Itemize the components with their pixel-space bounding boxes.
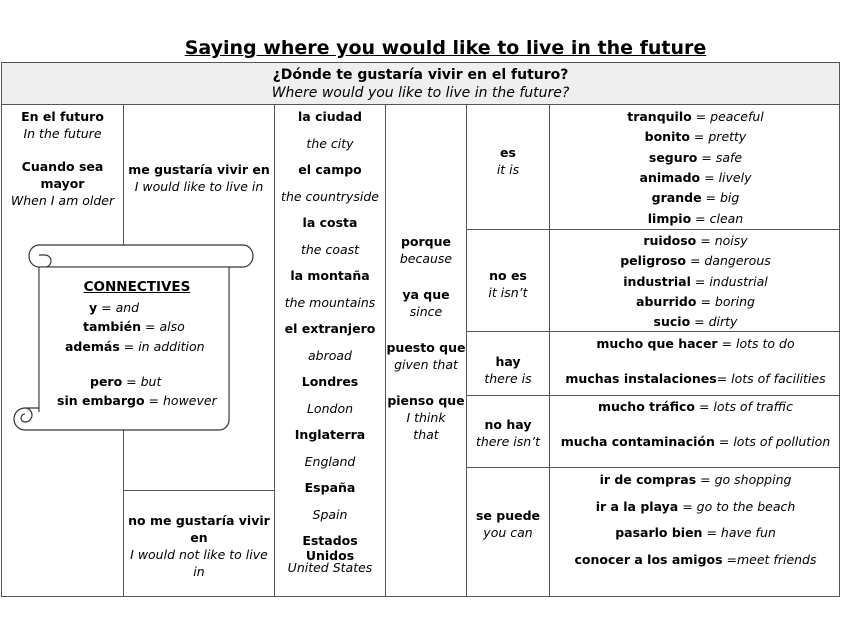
- description-en: = noisy: [700, 233, 748, 248]
- description-es: peligroso: [620, 253, 686, 268]
- question-header: [1, 62, 840, 105]
- description-es: mucho tráfico: [597, 399, 695, 414]
- place-es: la montaña: [290, 268, 370, 283]
- connective-en: = also: [145, 319, 185, 334]
- description-item: [551, 170, 840, 185]
- time-phrases-cell: [2, 109, 123, 208]
- verb-es: no hay: [484, 417, 532, 432]
- reason-en: since: [409, 304, 443, 319]
- description-en: = lots of pollution: [718, 434, 831, 449]
- phrase-es: me gustaría vivir en: [128, 162, 270, 177]
- verb-es: hay: [495, 354, 521, 369]
- verb-es: no es: [489, 268, 527, 283]
- description-en: = pretty: [693, 129, 747, 144]
- verb-cell: [467, 507, 549, 541]
- reason-en: because: [399, 251, 453, 266]
- place-en: the mountains: [284, 295, 376, 310]
- description-item: [551, 552, 840, 567]
- description-en: = dangerous: [689, 253, 771, 268]
- verb-es: se puede: [475, 508, 541, 523]
- connective-item: [83, 319, 185, 334]
- description-item: [551, 274, 840, 289]
- description-en: = big: [705, 190, 740, 205]
- place-es: Londres: [301, 374, 359, 389]
- place-en: the countryside: [281, 189, 379, 204]
- place-en: the city: [306, 136, 354, 151]
- description-item: [551, 253, 840, 268]
- description-item: [551, 336, 840, 351]
- place-es: Inglaterra: [294, 427, 366, 442]
- description-en: = lots of traffic: [698, 399, 794, 414]
- description-es: ir a la playa: [595, 499, 679, 514]
- description-es: mucho que hacer: [596, 336, 718, 351]
- place-es: la costa: [302, 215, 358, 230]
- description-en: = lively: [704, 170, 752, 185]
- description-en: =meet friends: [726, 552, 817, 567]
- description-en: = dirty: [694, 314, 738, 329]
- connective-es: y: [89, 300, 98, 315]
- description-es: muchas instalaciones: [565, 371, 717, 386]
- verb-en: there is: [484, 371, 532, 386]
- description-es: bonito: [644, 129, 690, 144]
- place-en: abroad: [308, 348, 352, 363]
- description-en: = industrial: [694, 274, 768, 289]
- description-es: sucio: [653, 314, 691, 329]
- description-en: = go to the beach: [682, 499, 796, 514]
- description-item: [551, 434, 840, 449]
- phrase-en: I would like to live in: [134, 179, 264, 194]
- description-es: industrial: [623, 274, 691, 289]
- phrase-en: In the future: [23, 126, 102, 141]
- verb-cell: [467, 267, 549, 301]
- description-en: = boring: [700, 294, 755, 309]
- reason-es: porque: [400, 234, 452, 249]
- connective-item: [57, 393, 217, 408]
- phrase-en: I would not like to live in: [130, 547, 268, 579]
- place-es: España: [304, 480, 356, 495]
- page-title: Saying where you would like to live in the future: [184, 37, 707, 59]
- place-es: la ciudad: [298, 109, 362, 124]
- description-es: pasarlo bien: [615, 525, 703, 540]
- not-like-to-live-cell: [126, 512, 272, 580]
- description-en: = clean: [695, 211, 744, 226]
- reason-es: pienso que: [387, 393, 465, 408]
- phrase-es: Cuando sea: [21, 159, 104, 174]
- connectives-heading: CONNECTIVES: [83, 279, 191, 295]
- description-item: [551, 190, 840, 205]
- phrase-es: En el futuro: [21, 109, 104, 124]
- description-es: tranquilo: [627, 109, 692, 124]
- description-item: [551, 314, 840, 329]
- description-item: [551, 294, 840, 309]
- connective-es: además: [65, 339, 120, 354]
- phrase-en: When I am older: [10, 193, 115, 208]
- description-item: [551, 150, 840, 165]
- reason-en: I think that: [406, 410, 446, 442]
- reason-es: puesto que: [386, 340, 466, 355]
- connective-en: = however: [148, 393, 217, 408]
- place-en: London: [306, 401, 354, 416]
- connective-item: [89, 300, 139, 315]
- verb-en: you can: [483, 525, 533, 540]
- description-es: conocer a los amigos: [574, 552, 723, 567]
- phrase-es: mayor: [40, 176, 85, 191]
- description-es: animado: [639, 170, 701, 185]
- description-en: = lots to do: [721, 336, 795, 351]
- description-es: aburrido: [636, 294, 697, 309]
- connective-es: sin embargo: [57, 393, 145, 408]
- description-item: [551, 233, 840, 248]
- description-item: [551, 499, 840, 514]
- description-en: = have fun: [706, 525, 776, 540]
- description-en: = lots of facilities: [716, 371, 826, 386]
- place-en: United States: [287, 560, 373, 575]
- description-item: [551, 472, 840, 487]
- description-es: grande: [651, 190, 702, 205]
- connective-en: = but: [126, 374, 162, 389]
- reason-en: given that: [394, 357, 458, 372]
- place-es: el extranjero: [284, 321, 376, 336]
- description-es: mucha contaminación: [560, 434, 715, 449]
- reasons-column: [386, 233, 466, 443]
- place-es: Estados Unidos: [302, 533, 358, 563]
- place-en: England: [304, 454, 356, 469]
- description-item: [551, 399, 840, 414]
- place-en: Spain: [312, 507, 348, 522]
- verb-en: there isn’t: [475, 434, 541, 449]
- question-english: Where would you like to live in the future?: [271, 85, 570, 101]
- verb-en: it is: [496, 162, 520, 177]
- connective-en: = and: [101, 300, 140, 315]
- question-spanish: ¿Dónde te gustaría vivir en el futuro?: [272, 67, 569, 83]
- like-to-live-cell: [124, 162, 274, 194]
- description-es: limpio: [647, 211, 692, 226]
- description-item: [551, 525, 840, 540]
- description-es: seguro: [648, 150, 698, 165]
- description-en: = peaceful: [695, 109, 764, 124]
- verb-cell: [467, 144, 549, 178]
- description-en: = safe: [701, 150, 743, 165]
- connectives-scroll: [11, 244, 254, 432]
- verb-cell: [467, 416, 549, 450]
- place-es: el campo: [298, 162, 362, 177]
- connective-en: = in addition: [123, 339, 205, 354]
- phrase-es: no me gustaría vivir en: [128, 513, 270, 545]
- verb-es: es: [500, 145, 516, 160]
- connective-item: [90, 374, 161, 389]
- reason-es: ya que: [402, 287, 450, 302]
- verb-cell: [467, 353, 549, 387]
- description-es: ir de compras: [599, 472, 697, 487]
- description-es: ruidoso: [643, 233, 697, 248]
- description-item: [551, 129, 840, 144]
- connective-es: pero: [90, 374, 123, 389]
- description-en: = go shopping: [700, 472, 792, 487]
- description-item: [551, 371, 840, 386]
- description-item: [551, 211, 840, 226]
- description-item: [551, 109, 840, 124]
- verb-en: it isn’t: [488, 285, 528, 300]
- place-en: the coast: [300, 242, 360, 257]
- connective-es: también: [83, 319, 142, 334]
- connective-item: [65, 339, 205, 354]
